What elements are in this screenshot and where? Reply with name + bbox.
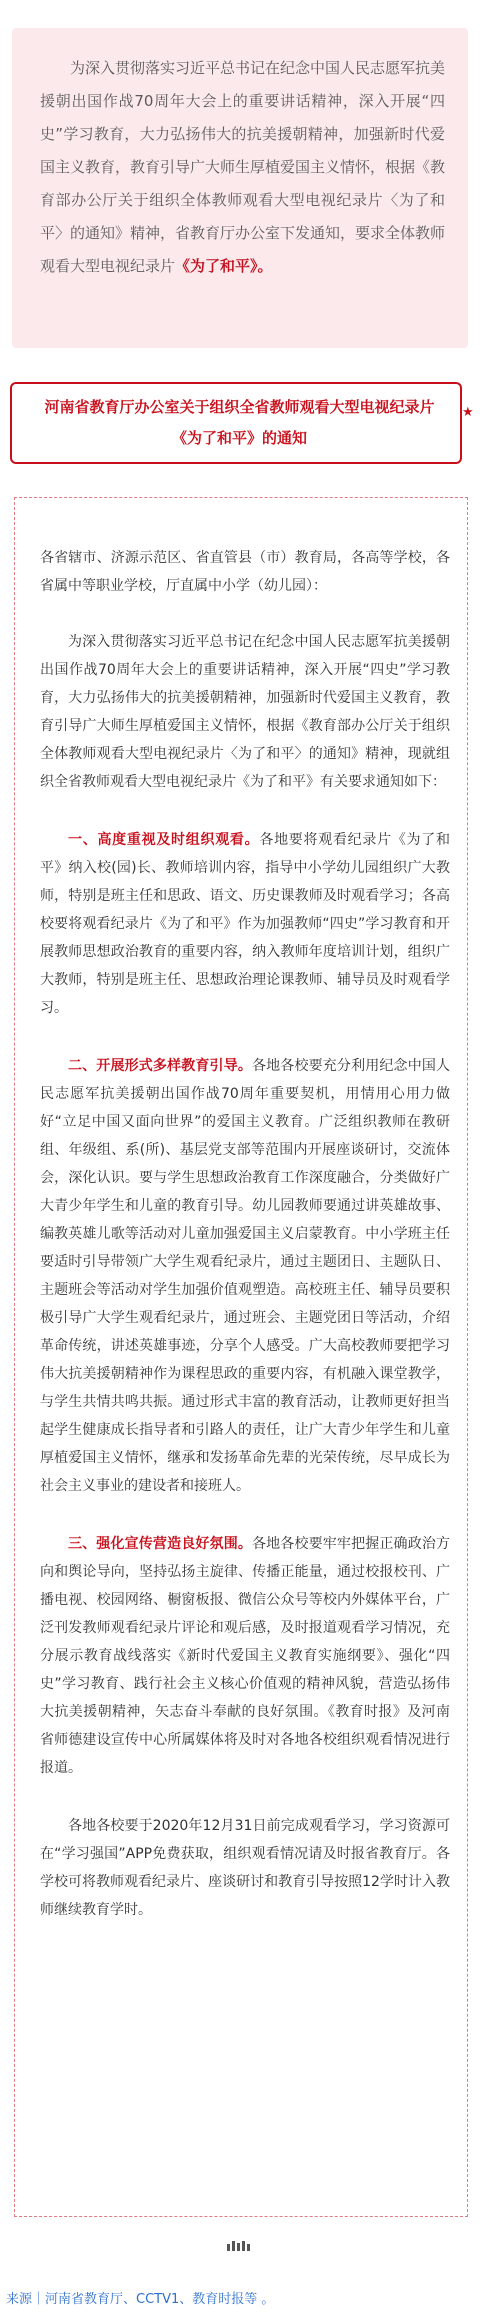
- section-1: [40, 826, 450, 1022]
- section-3-text: 各地各校要牢牢把握正确政治方向和舆论导向，坚持弘扬主旋律、传播正能量，通过校报校刊、广播电视、校园网络、橱窗板报、微信公众号等校内外媒体平台，广泛刊发教师观看纪录片评论和观后感，及时报道观看学习情况，充分展示教育战线落实《新时代爱国主义教育实施纲要》、强化“四史”学习教育、践行社会主义核心价值观的精神风貌，营造弘扬伟大抗美援朝精神，矢志奋斗奉献的良好氛围。《教育时报》及河南省师德建设宣传中心所属媒体将及时对各地各校组织观看情况进行报道。: [40, 1536, 450, 1776]
- notice-title-box: [10, 382, 462, 464]
- section-2-text: 各地各校要充分利用纪念中国人民志愿军抗美援朝出国作战70周年重要契机，用情用心用力做好“立足中国又面向世界”的爱国主义教育。广泛组织教师在教研组、年级组、系(所)、基层党支部等范围内开展座谈研讨，交流体会，深化认识。要与学生思想政治教育工作深度融合，分类做好广大青少年学生和儿童的教育引导。幼儿园教师要通过讲英雄故事、编教英雄儿歌等活动对儿童加强爱国主义启蒙教育。中小学班主任要适时引导带领广大学生观看纪录片，通过主题团日、主题队日、主题班会等活动对学生加强价值观塑造。高校班主任、辅导员要积极引导广大学生观看纪录片，通过班会、主题党团日等活动，介绍革命传统，讲述英雄事迹，分享个人感受。广大高校教师要把学习伟大抗美援朝精神作为课程思政的重要内容，有机融入课堂教学，与学生共情共鸣共振。通过形式丰富的教育活动，让教师更好担当起学生健康成长指导者和引路人的责任，让广大青少年学生和儿童厚植爱国主义情怀，继承和发扬革命先辈的光荣传统，尽早成长为社会主义事业的建设者和接班人。: [40, 1058, 450, 1494]
- section-1-text: 各地要将观看纪录片《为了和平》纳入校(园)长、教师培训内容，指导中小学幼儿园组织广大教师，特别是班主任和思政、语文、历史课教师及时观看学习；各高校要将观看纪录片《为了和平》作为加强教师“四史”学习教育和开展教师思想政治教育的重要内容，纳入教师年度培训计划，组织广大教师，特别是班主任、思想政治理论课教师、辅导员及时观看学习。: [40, 832, 450, 1016]
- closing-paragraph: 各地各校要于2020年12月31日前完成观看学习，学习资源可在“学习强国”APP免费获取，组织观看情况请及时报省教育厅。各学校可将教师观看纪录片、座谈研讨和教育引导按照12学时计入教师继续教育学时。: [40, 1818, 450, 1918]
- intro-film-title: 《为了和平》: [175, 257, 258, 275]
- section-3: [40, 1530, 450, 1782]
- section-2-heading: 二、开展形式多样教育引导。: [68, 1058, 252, 1074]
- notice-title: 河南省教育厅办公室关于组织全省教师观看大型电视纪录片《为了和平》的通知: [44, 398, 435, 447]
- separator-icon: [226, 2240, 252, 2252]
- intro-paragraph: [40, 52, 445, 283]
- section-3-heading: 三、强化宣传营造良好氛围。: [68, 1536, 252, 1552]
- star-icon: ★: [462, 405, 474, 420]
- section-2: [40, 1052, 450, 1500]
- source-credit: 来源｜河南省教育厅、CCTV1、教育时报等 。: [6, 2292, 275, 2307]
- notice-body: [40, 544, 450, 1924]
- intro-lead-text: 为深入贯彻落实习近平总书记在纪念中国人民志愿军抗美援朝出国作战70周年大会上的重要讲话精神，深入开展“四史”学习教育，大力弘扬伟大的抗美援朝精神，加强新时代爱国主义教育，教育引导广大师生厚植爱国主义情怀，根据《教育部办公厅关于组织全体教师观看大型电视纪录片〈为了和平〉的通知》精神，省教育厅办公室下发通知，要求全体教师观看大型电视纪录片: [40, 59, 446, 275]
- section-1-heading: 一、高度重视及时组织观看。: [68, 832, 260, 848]
- intro-end-mark: 。: [257, 257, 273, 275]
- opening-paragraph: 为深入贯彻落实习近平总书记在纪念中国人民志愿军抗美援朝出国作战70周年大会上的重要讲话精神，深入开展“四史”学习教育，大力弘扬伟大的抗美援朝精神，加强新时代爱国主义教育，教育引导广大师生厚植爱国主义情怀，根据《教育部办公厅关于组织全体教师观看大型电视纪录片〈为了和平〉的通知》精神，现就组织全省教师观看大型电视纪录片《为了和平》有关要求通知如下：: [40, 634, 450, 790]
- salutation: 各省辖市、济源示范区、省直管县（市）教育局，各高等学校，各省属中等职业学校，厅直属中小学（幼儿园）：: [40, 550, 450, 594]
